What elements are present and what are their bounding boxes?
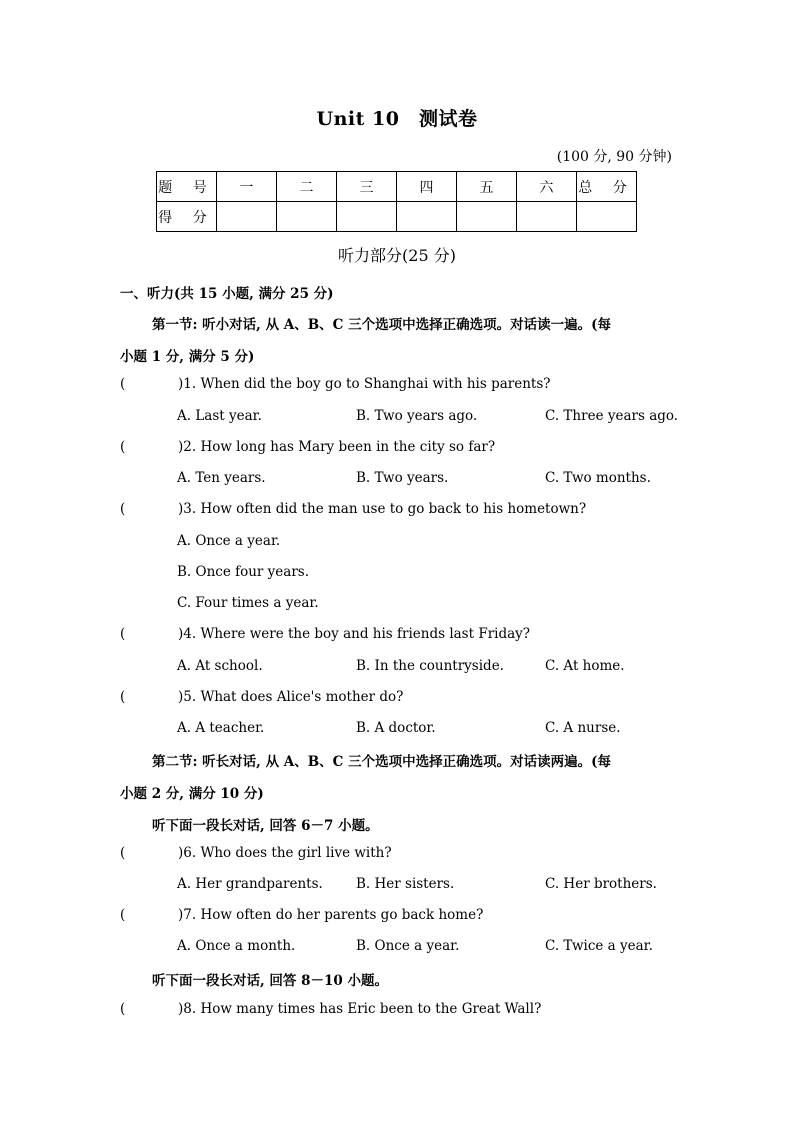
score-cell[interactable] — [337, 202, 397, 232]
answer-blank[interactable]: ( — [120, 845, 126, 861]
sub-instruction: 小题 1 分, 满分 5 分) — [120, 349, 255, 365]
score-cell[interactable] — [277, 202, 337, 232]
option-a: A. Once a year. — [177, 533, 281, 549]
dialogue-instruction: 听下面一段长对话, 回答 8－10 小题。 — [152, 973, 388, 989]
option-b: B. Two years. — [356, 470, 449, 486]
sub-instruction: 第一节: 听小对话, 从 A、B、C 三个选项中选择正确选项。对话读一遍。(每 — [152, 317, 611, 333]
answer-blank[interactable]: ( — [120, 376, 126, 392]
answer-blank[interactable]: ( — [120, 439, 126, 455]
sub-instruction: 第二节: 听长对话, 从 A、B、C 三个选项中选择正确选项。对话读两遍。(每 — [152, 754, 611, 770]
option-c: C. At home. — [545, 658, 625, 674]
option-b: B. Once a year. — [356, 938, 460, 954]
score-cell[interactable] — [577, 202, 637, 232]
score-cell[interactable] — [517, 202, 577, 232]
question-text: )1. When did the boy go to Shanghai with his parents? — [178, 376, 551, 392]
question-text: )6. Who does the girl live with? — [178, 845, 392, 861]
dialogue-instruction: 听下面一段长对话, 回答 6－7 小题。 — [152, 818, 379, 834]
answer-blank[interactable]: ( — [120, 907, 126, 923]
score-table — [156, 171, 637, 232]
option-b: B. Once four years. — [177, 564, 310, 580]
question-1 — [120, 376, 550, 392]
question-5 — [120, 689, 403, 705]
question-2 — [120, 439, 495, 455]
page-title: Unit 10 测试卷 — [316, 108, 478, 130]
question-text: )3. How often did the man use to go back to his hometown? — [178, 501, 587, 517]
question-3 — [120, 501, 586, 517]
score-table-header: 五 — [457, 172, 517, 202]
score-table-header: 三 — [337, 172, 397, 202]
question-4 — [120, 626, 530, 642]
question-text: )8. How many times has Eric been to the Great Wall? — [178, 1001, 542, 1017]
score-cell[interactable] — [457, 202, 517, 232]
score-table-header: 一 — [217, 172, 277, 202]
option-c: C. Her brothers. — [545, 876, 657, 892]
option-b: B. A doctor. — [356, 720, 436, 736]
option-a: A. Her grandparents. — [177, 876, 323, 892]
option-c: C. Twice a year. — [545, 938, 653, 954]
option-c: C. Three years ago. — [545, 408, 679, 424]
score-cell[interactable] — [217, 202, 277, 232]
question-text: )5. What does Alice's mother do? — [178, 689, 404, 705]
question-7 — [120, 907, 483, 923]
question-6 — [120, 845, 392, 861]
option-a: A. Last year. — [177, 408, 262, 424]
answer-blank[interactable]: ( — [120, 689, 126, 705]
answer-blank[interactable]: ( — [120, 626, 126, 642]
section-title: 听力部分(25 分) — [338, 246, 456, 265]
sub-instruction: 小题 2 分, 满分 10 分) — [120, 786, 264, 802]
option-c: C. Four times a year. — [177, 595, 319, 611]
score-cell[interactable] — [397, 202, 457, 232]
score-row-label: 得 分 — [157, 202, 217, 232]
score-table-header: 四 — [397, 172, 457, 202]
score-time-note: (100 分, 90 分钟) — [556, 149, 672, 165]
score-table-score-row — [157, 202, 637, 232]
score-table-header: 二 — [277, 172, 337, 202]
option-a: A. A teacher. — [177, 720, 265, 736]
question-8 — [120, 1001, 541, 1017]
option-b: B. Two years ago. — [356, 408, 478, 424]
option-c: C. A nurse. — [545, 720, 621, 736]
score-table-header: 题 号 — [157, 172, 217, 202]
answer-blank[interactable]: ( — [120, 501, 126, 517]
option-a: A. At school. — [177, 658, 263, 674]
question-text: )2. How long has Mary been in the city so far? — [178, 439, 496, 455]
question-text: )7. How often do her parents go back home? — [178, 907, 484, 923]
option-a: A. Ten years. — [177, 470, 266, 486]
option-b: B. Her sisters. — [356, 876, 455, 892]
option-c: C. Two months. — [545, 470, 651, 486]
option-a: A. Once a month. — [177, 938, 296, 954]
part-heading: 一、听力(共 15 小题, 满分 25 分) — [120, 286, 334, 302]
score-table-header-row — [157, 172, 637, 202]
option-b: B. In the countryside. — [356, 658, 504, 674]
question-text: )4. Where were the boy and his friends last Friday? — [178, 626, 531, 642]
answer-blank[interactable]: ( — [120, 1001, 126, 1017]
score-table-header: 总 分 — [577, 172, 637, 202]
score-table-header: 六 — [517, 172, 577, 202]
